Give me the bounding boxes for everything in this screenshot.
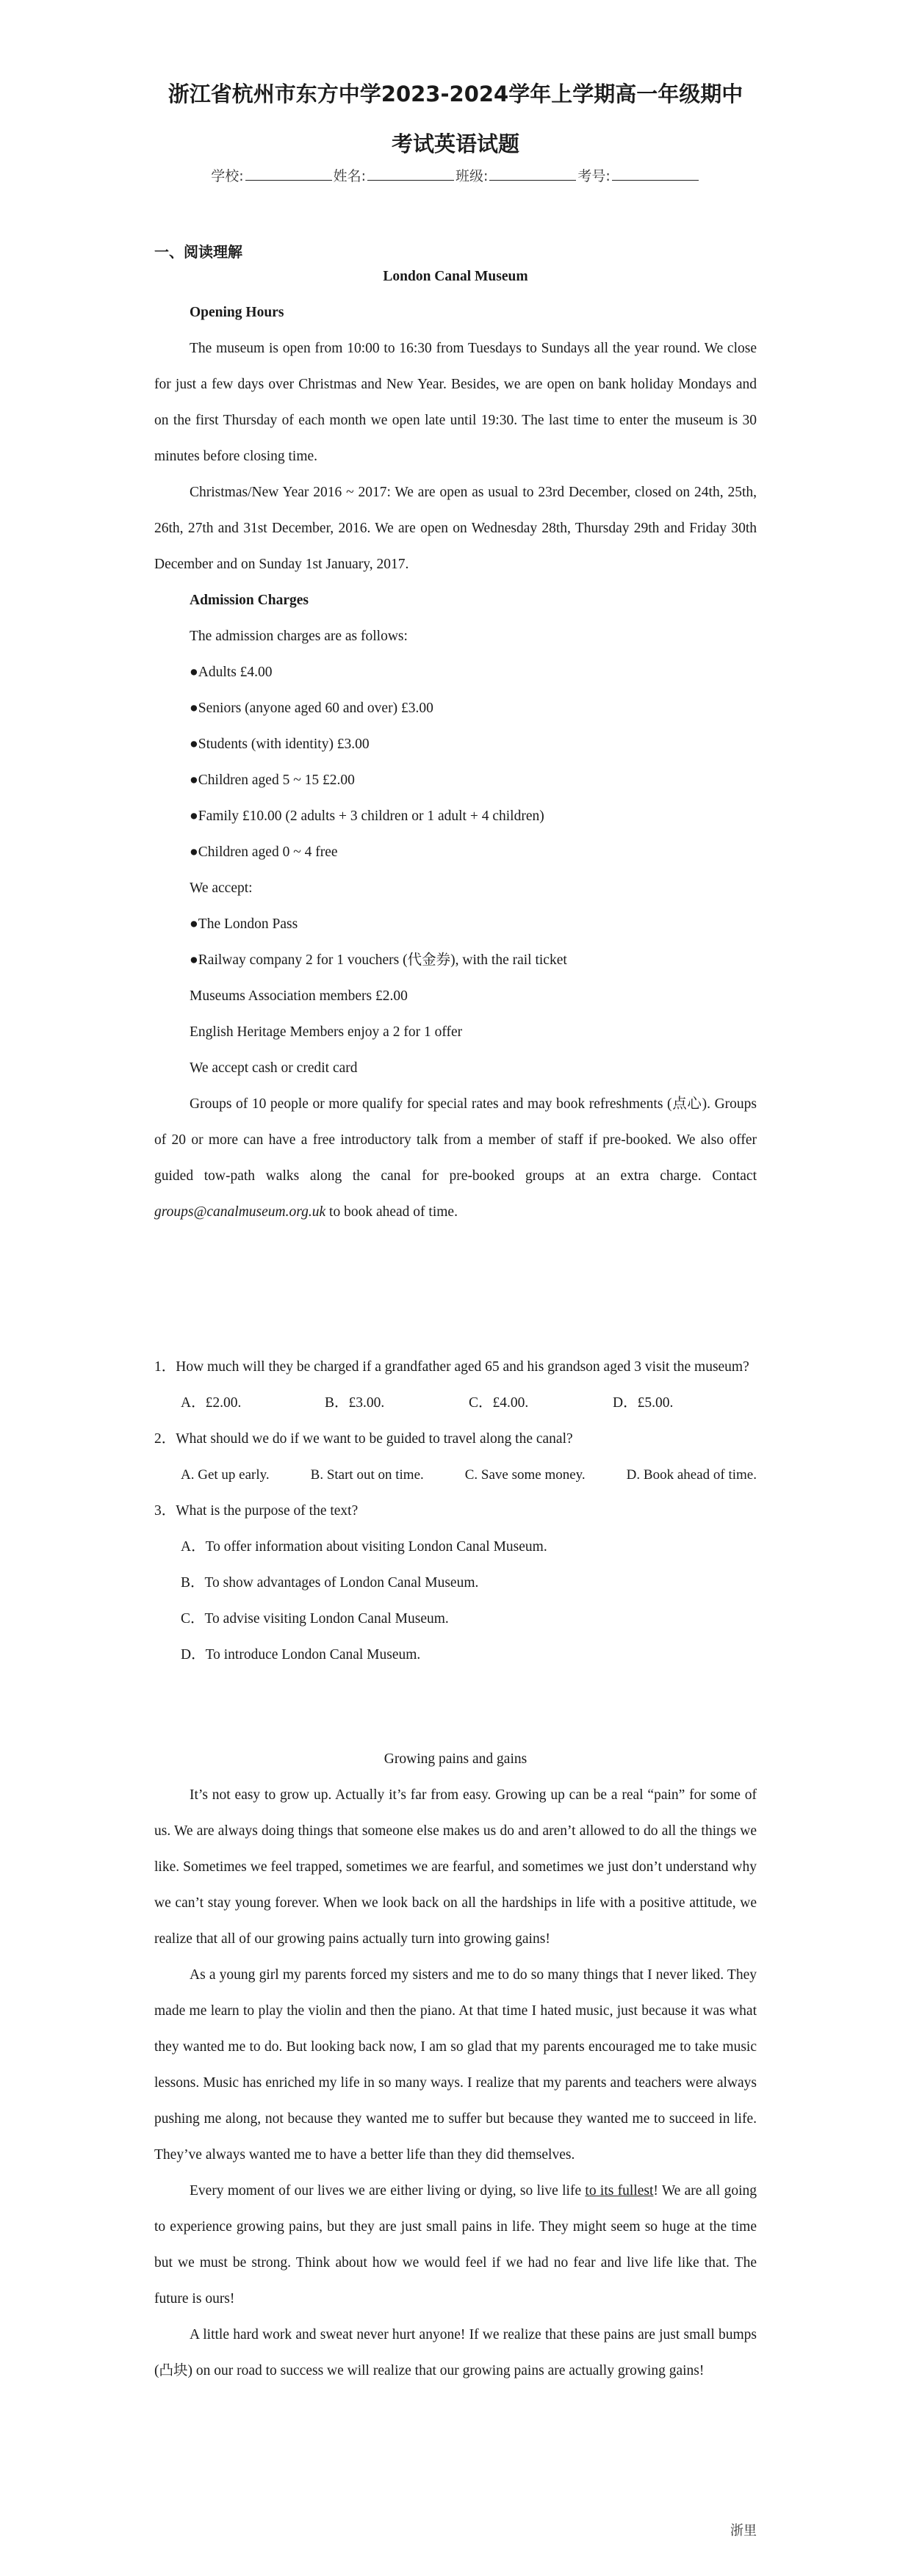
name-blank[interactable] bbox=[367, 168, 454, 181]
q3-option-b[interactable]: B．To show advantages of London Canal Museum. bbox=[181, 1575, 479, 1591]
passage2-paragraph-3 bbox=[154, 2173, 757, 2317]
charge-item: ●Seniors (anyone aged 60 and over) £3.00 bbox=[190, 701, 433, 716]
question-1-stem: 1．How much will they be charged if a grandfather aged 65 and his grandson aged 3 visit the museum? bbox=[154, 1359, 749, 1375]
q2-option-b[interactable]: B. Start out on time. bbox=[310, 1467, 424, 1483]
accept-item: Museums Association members £2.00 bbox=[190, 988, 408, 1004]
admission-heading: Admission Charges bbox=[190, 593, 309, 608]
school-label: 学校: bbox=[211, 168, 244, 184]
groups-paragraph bbox=[154, 1086, 757, 1230]
p3-text-start: Every moment of our lives we are either living or dying, so live life bbox=[190, 2183, 586, 2199]
question-1-options bbox=[154, 1385, 757, 1421]
passage2-paragraph-1: It’s not easy to grow up. Actually it’s far from easy. Growing up can be a real “pain” for some of us. We are always doing things that someone else makes us do and aren’t allowed to do all the things we like. Sometimes we feel trapped, sometimes we are fearful, and sometimes we just don’t understand why we can’t stay young forever. When we look back on all the hardships in life with a positive attitude, we realize that all of our growing pains actually turn into growing gains! bbox=[154, 1787, 757, 1947]
q1-option-a[interactable]: A．£2.00. bbox=[181, 1395, 242, 1411]
exam-title-line1: 浙江省杭州市东方中学2023-2024学年上学期高一年级期中 bbox=[168, 82, 743, 106]
accept-item: ●The London Pass bbox=[190, 916, 298, 932]
name-label: 姓名: bbox=[333, 168, 366, 184]
accept-intro: We accept: bbox=[190, 880, 253, 896]
passage2-paragraph-4: A little hard work and sweat never hurt anyone! If we realize that these pains are just small bumps (凸块) on our road to success we will realize that our growing pains are actually growing gains! bbox=[154, 2327, 757, 2378]
class-label: 班级: bbox=[455, 168, 489, 184]
question-3-stem: 3．What is the purpose of the text? bbox=[154, 1503, 359, 1519]
section-heading: 一、阅读理解 bbox=[154, 243, 242, 261]
passage-london-canal bbox=[154, 258, 757, 1230]
passage-growing-pains bbox=[154, 1741, 757, 2389]
id-blank[interactable] bbox=[612, 168, 699, 181]
christmas-paragraph: Christmas/New Year 2016 ~ 2017: We are open as usual to 23rd December, closed on 24th, 25th, 26th, 27th and 31st December, 2016. We are open on Wednesday 28th, Thursday 29th and Friday 30th December and on Sunday 1st January, 2017. bbox=[154, 485, 757, 572]
q1-option-d[interactable]: D．£5.00. bbox=[613, 1395, 674, 1411]
q2-option-c[interactable]: C. Save some money. bbox=[464, 1467, 586, 1483]
passage1-title: London Canal Museum bbox=[383, 269, 528, 284]
passage2-paragraph-2: As a young girl my parents forced my sisters and me to do so many things that I never liked. They made me learn to play the violin and then the piano. At that time I hated music, just because it was what they wanted me to do. But looking back now, I am so glad that my parents encouraged me to take music lessons. Music has enriched my life in so many ways. I realize that my parents and teachers were always pushing me along, not because they wanted me to suffer but because they wanted me to succeed in life. They’ve always wanted me to have a better life than they did themselves. bbox=[154, 1967, 757, 2163]
school-blank[interactable] bbox=[245, 168, 332, 181]
q2-option-d[interactable]: D. Book ahead of time. bbox=[626, 1467, 757, 1483]
class-blank[interactable] bbox=[489, 168, 576, 181]
accept-item: ●Railway company 2 for 1 vouchers (代金券), with the rail ticket bbox=[190, 952, 567, 968]
q2-option-a[interactable]: A. Get up early. bbox=[181, 1467, 270, 1483]
q3-option-d[interactable]: D．To introduce London Canal Museum. bbox=[181, 1647, 421, 1663]
exam-page bbox=[154, 0, 757, 2576]
charge-item: ●Children aged 0 ~ 4 free bbox=[190, 844, 338, 860]
question-2-options bbox=[154, 1457, 757, 1493]
p3-text-end: ! We are all going to experience growing pains, but they are just small pains in life. They might seem so huge at the time but we must be strong. Think about how we would feel if we had no fear and live life like that. The future is ours! bbox=[154, 2183, 757, 2307]
id-label: 考号: bbox=[577, 168, 611, 184]
questions-block bbox=[154, 1349, 757, 1673]
groups-text: Groups of 10 people or more qualify for special rates and may book refreshments (点心). Groups of 20 or more can have a free introductory talk from a member of staff if pre-booked. We also offer guided tow-path walks along the canal for pre-booked groups at an extra charge. Contact bbox=[154, 1096, 757, 1184]
charge-item: ●Family £10.00 (2 adults + 3 children or 1 adult + 4 children) bbox=[190, 808, 544, 824]
underlined-phrase: to its fullest bbox=[585, 2183, 654, 2199]
q3-option-a[interactable]: A．To offer information about visiting London Canal Museum. bbox=[181, 1539, 547, 1555]
exam-title-line2: 考试英语试题 bbox=[391, 131, 519, 156]
student-info-line bbox=[154, 165, 757, 185]
q3-option-c[interactable]: C．To advise visiting London Canal Museum. bbox=[181, 1611, 449, 1627]
opening-hours-paragraph: The museum is open from 10:00 to 16:30 from Tuesdays to Sundays all the year round. We close for just a few days over Christmas and New Year. Besides, we are open on bank holiday Mondays and on the first Thursday of each month we open late until 19:30. The last time to enter the museum is 30 minutes before closing time. bbox=[154, 341, 757, 464]
admission-intro: The admission charges are as follows: bbox=[190, 629, 408, 644]
groups-text-end: to book ahead of time. bbox=[325, 1204, 458, 1220]
q1-option-b[interactable]: B．£3.00. bbox=[325, 1395, 385, 1411]
groups-email-link[interactable]: groups@canalmuseum.org.uk bbox=[154, 1204, 326, 1220]
opening-hours-heading: Opening Hours bbox=[190, 305, 284, 320]
accept-item: English Heritage Members enjoy a 2 for 1 offer bbox=[190, 1024, 463, 1040]
charge-item: ●Students (with identity) £3.00 bbox=[190, 737, 370, 752]
passage2-title: Growing pains and gains bbox=[384, 1751, 527, 1767]
q1-option-c[interactable]: C．£4.00. bbox=[469, 1395, 529, 1411]
charge-item: ●Adults £4.00 bbox=[190, 665, 273, 680]
page-footer: 浙里 bbox=[730, 2523, 757, 2539]
charge-item: ●Children aged 5 ~ 15 £2.00 bbox=[190, 773, 355, 788]
accept-item: We accept cash or credit card bbox=[190, 1060, 358, 1076]
question-2-stem: 2．What should we do if we want to be guided to travel along the canal? bbox=[154, 1431, 573, 1447]
